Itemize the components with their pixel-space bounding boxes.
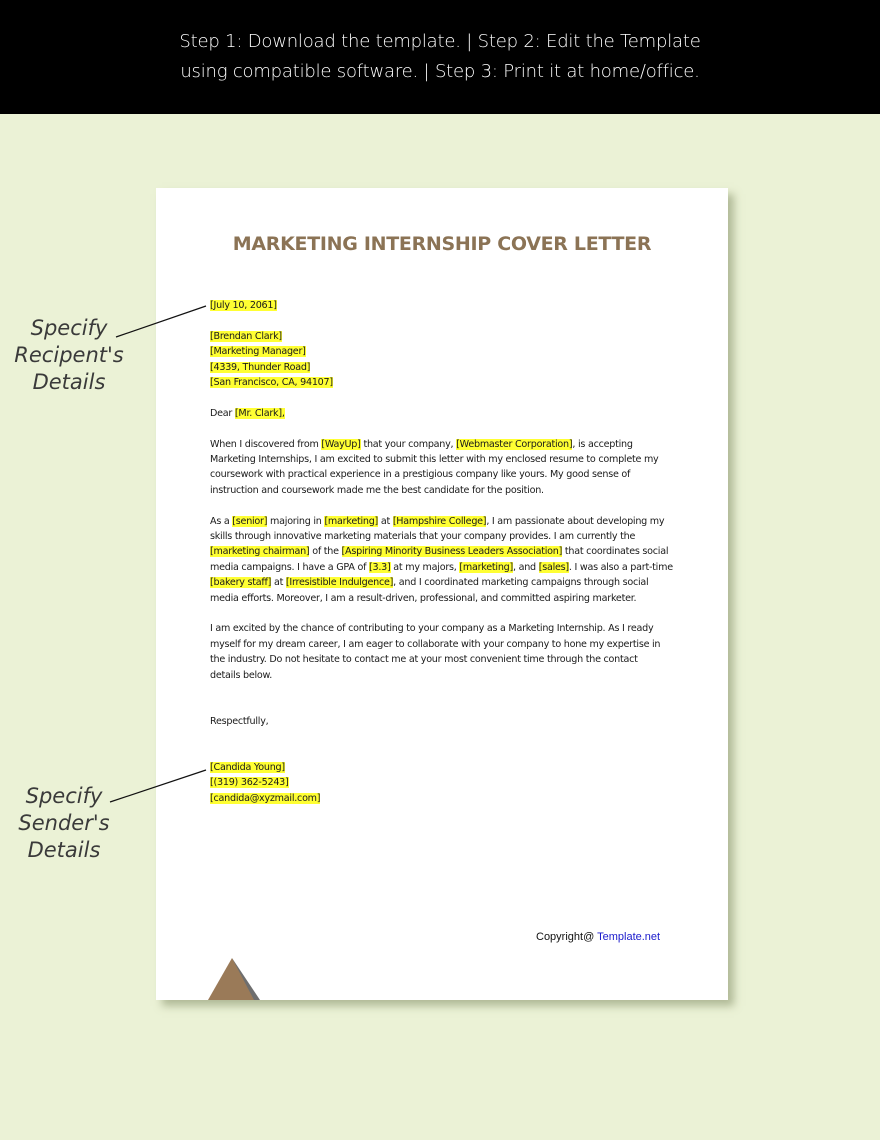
recipient-callout: Specify Recipent's Details xyxy=(14,316,124,394)
year-level-field[interactable]: [senior] xyxy=(232,515,268,527)
sender-callout: Specify Sender's Details xyxy=(18,784,110,862)
paragraph-2: As a [senior] majoring in [marketing] at [Hampshire College], I am passionate about developing my skills through innovative marketing materials that your company provides. I am currently the [marketing chairman] of the [Aspiring Minority Business Leaders Association] that coordinates social media campaigns. I have a GPA of [3.3] at my majors, [marketing], and [sales]. I was also a part-time [bakery staff] at [Irresistible Indulgence], and I coordinated marketing campaigns through social media efforts. Moreover, I am a result-driven, professional, and committed aspiring marketer. xyxy=(210,515,673,604)
paragraph-3: I am excited by the chance of contributing to your company as a Marketing Internship. As I ready myself for my dream career, I am eager to collaborate with your company to hone my expertise in the industry. Do not hesitate to contact me at your most convenient time through the contact details below. xyxy=(210,623,661,681)
instructions-banner xyxy=(0,0,880,114)
recipient-address-field[interactable]: [4339, Thunder Road] xyxy=(210,361,311,373)
role-field[interactable]: [marketing chairman] xyxy=(210,546,310,558)
triangle-logo-icon xyxy=(208,958,260,1000)
sender-email-field[interactable]: [candida@xyzmail.com] xyxy=(210,792,321,804)
job-title-field[interactable]: [bakery staff] xyxy=(210,577,272,589)
sender-block xyxy=(210,760,680,806)
recipient-name-field[interactable]: [Brendan Clark] xyxy=(210,330,282,342)
college-field[interactable]: [Hampshire College] xyxy=(392,515,487,527)
closing: Respectfully, xyxy=(210,715,269,727)
letter-page xyxy=(156,188,728,1000)
date-block xyxy=(210,298,680,313)
date-field[interactable]: [July 10, 2061] xyxy=(210,300,277,311)
organization-field[interactable]: [Aspiring Minority Business Leaders Association] xyxy=(341,546,563,558)
sender-phone-field[interactable]: [(319) 362-5243] xyxy=(210,777,289,789)
banner-line-2: using compatible software. | Step 3: Print it at home/office. xyxy=(180,61,700,82)
recipient-city-field[interactable]: [San Francisco, CA, 94107] xyxy=(210,377,333,389)
page-title: MARKETING INTERNSHIP COVER LETTER xyxy=(232,233,652,255)
recipient-position-field[interactable]: [Marketing Manager] xyxy=(210,346,306,358)
paragraph-1: When I discovered from [WayUp] that your company, [Webmaster Corporation], is accepting Marketing Internships, I am excited to submit this letter with my enclosed resume to complete my coursework with practical experience in a prestigious company like yours. My good sense of instruction and coursework made me the best candidate for the position. xyxy=(210,438,659,496)
employer-field[interactable]: [Irresistible Indulgence] xyxy=(285,577,394,589)
source-field[interactable]: [WayUp] xyxy=(321,438,361,450)
copyright: Copyright@ Template.net xyxy=(536,931,661,943)
letter-body xyxy=(210,298,680,822)
greeting-name-field[interactable]: [Mr. Clark], xyxy=(234,407,285,419)
company-field[interactable]: [Webmaster Corporation] xyxy=(456,438,573,450)
template-net-link[interactable]: Template.net xyxy=(597,931,661,943)
major-2-field[interactable]: [sales] xyxy=(538,561,569,573)
recipient-block xyxy=(210,329,680,391)
gpa-field[interactable]: [3.3] xyxy=(369,561,391,573)
major-field[interactable]: [marketing] xyxy=(324,515,379,527)
greeting: Dear [Mr. Clark], xyxy=(210,407,285,419)
major-1-field[interactable]: [marketing] xyxy=(459,561,513,573)
sender-name-field[interactable]: [Candida Young] xyxy=(210,762,285,774)
banner-line-1: Step 1: Download the template. | Step 2: Edit the Template xyxy=(179,31,701,52)
